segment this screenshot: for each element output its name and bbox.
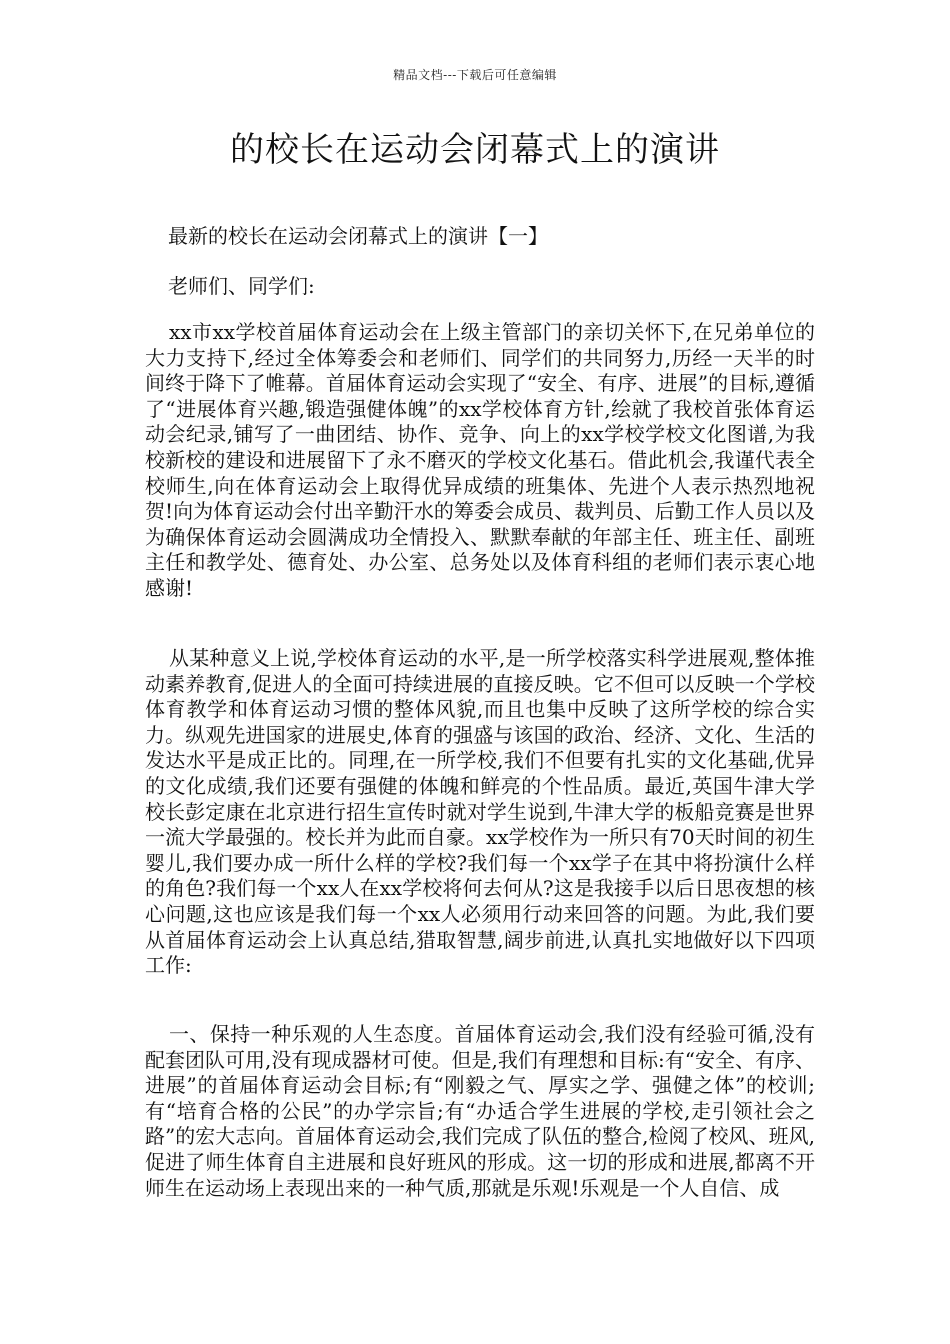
header-note: 精品文档---下载后可任意编辑	[393, 68, 557, 82]
paragraph-3: 一、保持一种乐观的人生态度。首届体育运动会,我们没有经验可循,没有配套团队可用,没有现成器材可使。但是,我们有理想和目标:有“安全、有序、进展”的首届体育运动会目标;有“刚毅之气、厚实之学、强健之体”的校训;有“培育合格的公民”的办学宗旨;有“办适合学生进展的学校,走引领社会之路”的宏大志向。首届体育运动会,我们完成了队伍的整合,检阅了校风、班风,促进了师生体育自主进展和良好班风的形成。这一切的形成和进展,都离不开师生在运动场上表现出来的一种气质,那就是乐观!乐观是一个人自信、成	[145, 1022, 815, 1200]
greeting: 老师们、同学们:	[168, 274, 315, 298]
document-subtitle: 最新的校长在运动会闭幕式上的演讲【一】	[168, 224, 548, 248]
paragraph-2: 从某种意义上说,学校体育运动的水平,是一所学校落实科学进展观,整体推动素养教育,促进人的全面可持续进展的直接反映。它不但可以反映一个学校体育教学和体育运动习惯的整体风貌,而且也集中反映了这所学校的综合实力。纵观先进国家的进展史,体育的强盛与该国的政治、经济、文化、生活的发达水平是成正比的。同理,在一所学校,我们不但要有扎实的文化基础,优异的文化成绩,我们还要有强健的体魄和鲜亮的个性品质。最近,英国牛津大学校长彭定康在北京进行招生宣传时就对学生说到,牛津大学的板船竞赛是世界一流大学最强的。校长并为此而自豪。xx学校作为一所只有70天时间的初生婴儿,我们要办成一所什么样的学校?我们每一个xx学子在其中将扮演什么样的角色?我们每一个xx人在xx学校将何去何从?这是我接手以后日思夜想的核心问题,这也应该是我们每一个xx人必须用行动来回答的问题。为此,我们要从首届体育运动会上认真总结,猎取智慧,阔步前进,认真扎实地做好以下四项工作:	[145, 646, 815, 978]
document-title: 的校长在运动会闭幕式上的演讲	[230, 130, 720, 170]
paragraph-1: xx市xx学校首届体育运动会在上级主管部门的亲切关怀下,在兄弟单位的大力支持下,经过全体筹委会和老师们、同学们的共同努力,历经一天半的时间终于降下了帷幕。首届体育运动会实现了“安全、有序、进展”的目标,遵循了“进展体育兴趣,锻造强健体魄”的xx学校体育方针,绘就了我校首张体育运动会纪录,铺写了一曲团结、协作、竞争、向上的xx学校学校文化图谱,为我校新校的建设和进展留下了永不磨灭的学校文化基石。借此机会,我谨代表全校师生,向在体育运动会上取得优异成绩的班集体、先进个人表示热烈地祝贺!向为体育运动会付出辛勤汗水的筹委会成员、裁判员、后勤工作人员以及为确保体育运动会圆满成功全情投入、默默奉献的年部主任、班主任、副班主任和教学处、德育处、办公室、总务处以及体育科组的老师们表示衷心地感谢!	[145, 320, 815, 600]
